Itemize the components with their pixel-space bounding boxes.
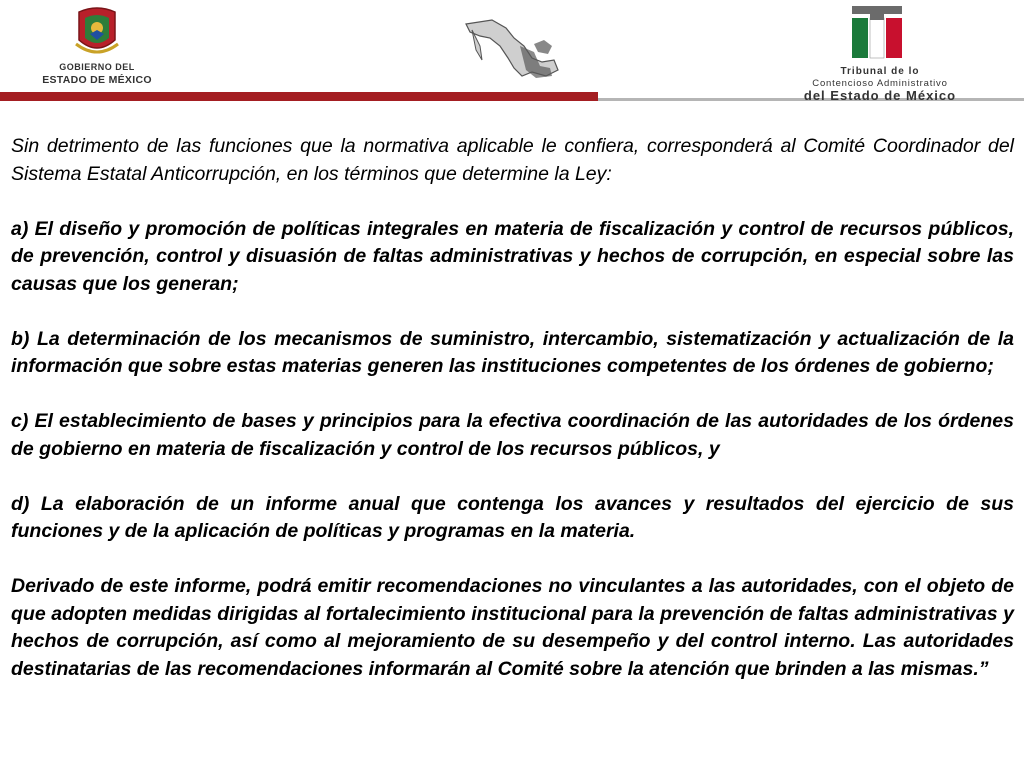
tribunal-logo [790,4,970,103]
item-d-paragraph: d) La elaboración de un informe anual que contenga los avances y resultados del ejercicio de sus funciones y de la aplicación de políticas y programas en la materia. [11,492,1014,542]
mexico-map-icon [462,16,562,86]
tribunal-emblem-icon [790,4,970,64]
slide-header [0,0,1024,105]
item-c-paragraph: c) El establecimiento de bases y principios para la efectiva coordinación de las autoridades de los órdenes de gobierno en materia de fiscalización y control de los recursos públicos, y [11,410,1014,460]
header-red-bar [0,92,598,101]
slide-body-text [11,133,1014,683]
tribunal-line2: Contencioso Administrativo [812,78,948,89]
closing-paragraph: Derivado de este informe, podrá emitir recomendaciones no vinculantes a las autoridades, con el objeto de que adopten medidas dirigidas al fortalecimiento institucional para la prevención de faltas administrativas y hechos de corrupción, así como al mejoramiento de su desempeño y del control interno. Las autoridades destinatarias de las recomendaciones informarán al Comité sobre la atención que brinden a las mismas.” [11,575,1014,680]
tribunal-line3: del Estado de México [803,88,957,103]
item-b-paragraph: b) La determinación de los mecanismos de suministro, intercambio, sistematización y actualización de la información que sobre estas materias generen las instituciones competentes de los órdenes de gobierno; [11,327,1014,377]
gov-logo-line2: ESTADO DE MÉXICO [42,74,152,86]
gov-logo-line1: GOBIERNO DEL [59,62,135,72]
tribunal-line1: Tribunal de lo [840,66,920,77]
gobierno-estado-mexico-logo [32,6,162,90]
item-a-paragraph: a) El diseño y promoción de políticas integrales en materia de fiscalización y control de recursos públicos, de prevención, control y disuasión de faltas administrativas y hechos de corrupción, en especial sobre las causas que los generan; [11,217,1014,295]
coat-of-arms-icon [32,6,162,62]
intro-paragraph: Sin detrimento de las funciones que la normativa aplicable le confiera, corresponderá al Comité Coordinador del Sistema Estatal Anticorrupción, en los términos que determine la Ley: [11,135,1014,185]
